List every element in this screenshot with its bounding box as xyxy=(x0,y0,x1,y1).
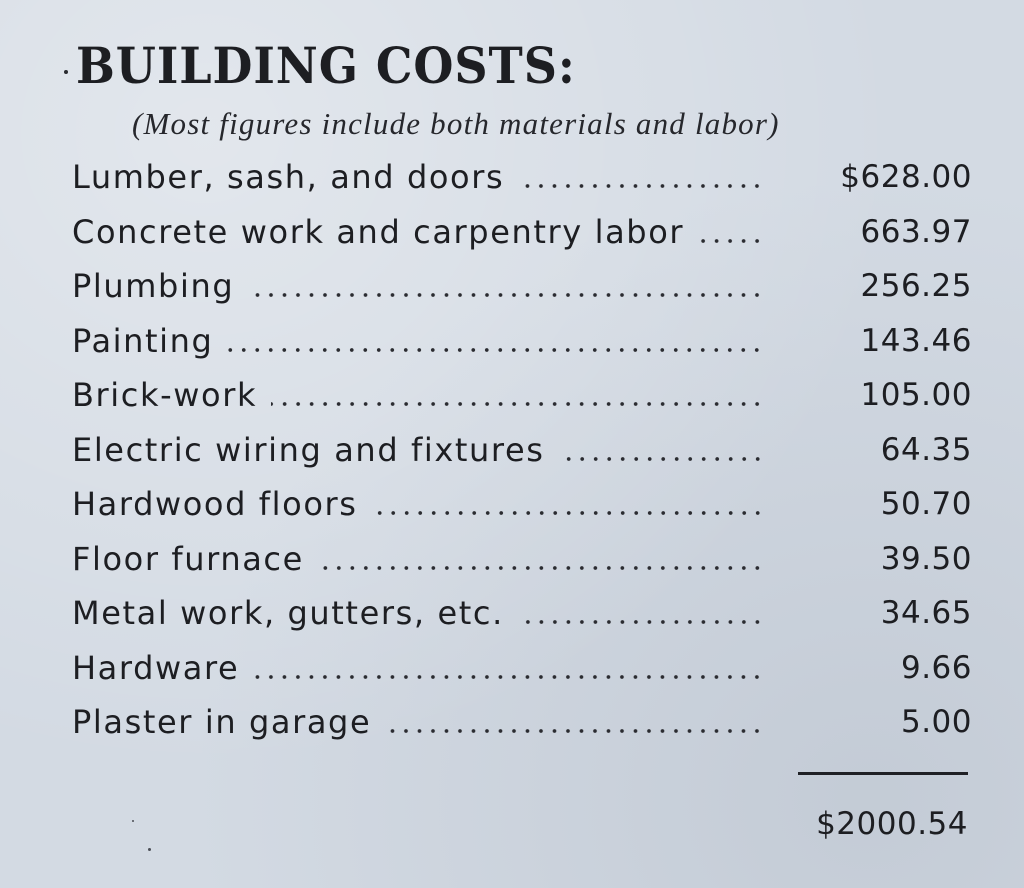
cost-item-label: Hardwood floors xyxy=(72,485,358,524)
cost-item-label: Floor furnace xyxy=(72,539,304,578)
cost-row xyxy=(72,368,972,423)
cost-row xyxy=(72,532,972,587)
cost-item-amount: 39.50 xyxy=(880,540,972,577)
print-speck xyxy=(148,848,151,851)
bullet-mark xyxy=(64,70,68,74)
cost-row xyxy=(72,477,972,532)
dot-leader xyxy=(253,675,764,679)
cost-item-label: Plumbing xyxy=(72,267,235,306)
cost-row xyxy=(72,314,972,369)
document-title: BUILDING COSTS: xyxy=(76,36,576,95)
total-rule xyxy=(798,772,968,775)
dot-leader xyxy=(518,620,764,624)
dot-leader xyxy=(227,348,764,352)
print-speck xyxy=(132,820,134,822)
document-subtitle: (Most figures include both materials and labor) xyxy=(132,106,780,141)
dot-leader xyxy=(698,239,764,243)
cost-item-amount: 34.65 xyxy=(880,595,972,632)
cost-row xyxy=(72,641,972,696)
cost-item-label: Electric wiring and fixtures xyxy=(72,430,545,469)
cost-item-label: Painting xyxy=(72,321,214,360)
dot-leader xyxy=(318,566,764,570)
dot-leader xyxy=(271,402,764,406)
cost-item-amount: $628.00 xyxy=(840,159,972,196)
dot-leader xyxy=(518,184,764,188)
cost-row xyxy=(72,259,972,314)
total-amount: $2000.54 xyxy=(816,806,968,842)
cost-row xyxy=(72,695,972,750)
cost-item-label: Lumber, sash, and doors xyxy=(72,158,505,197)
cost-item-label: Brick-work xyxy=(72,376,258,415)
cost-item-label: Metal work, gutters, etc. xyxy=(72,594,504,633)
dot-leader xyxy=(372,511,764,515)
cost-item-label: Plaster in garage xyxy=(72,703,372,742)
cost-row xyxy=(72,423,972,478)
cost-item-amount: 5.00 xyxy=(900,704,972,741)
cost-row xyxy=(72,150,972,205)
cost-item-amount: 143.46 xyxy=(860,322,972,359)
cost-item-amount: 256.25 xyxy=(860,268,972,305)
cost-row xyxy=(72,586,972,641)
dot-leader xyxy=(559,457,764,461)
cost-item-amount: 9.66 xyxy=(900,649,972,686)
cost-item-amount: 64.35 xyxy=(880,431,972,468)
cost-list xyxy=(72,150,972,750)
cost-item-amount: 50.70 xyxy=(880,486,972,523)
dot-leader xyxy=(248,293,764,297)
dot-leader xyxy=(385,729,764,733)
cost-item-amount: 663.97 xyxy=(860,213,972,250)
cost-item-amount: 105.00 xyxy=(860,377,972,414)
cost-row xyxy=(72,205,972,260)
cost-item-label: Hardware xyxy=(72,648,240,687)
cost-item-label: Concrete work and carpentry labor xyxy=(72,212,685,251)
